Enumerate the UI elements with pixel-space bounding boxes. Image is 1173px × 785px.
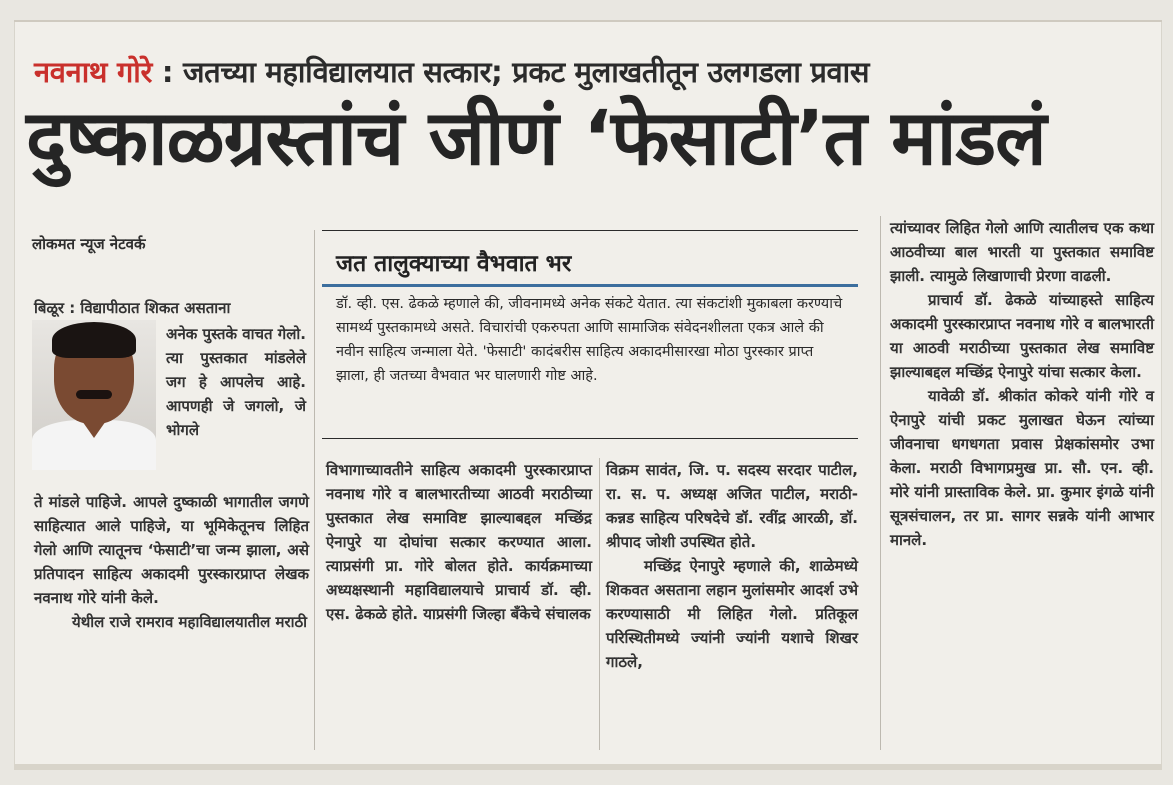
lead-paragraph: ते मांडले पाहिजे. आपले दुष्काळी भागातील जगणे साहित्यात आले पाहिजे, या भूमिकेतूनच लिहित गेलो आणि त्यातूनच ‘फेसाटी’चा जन्म झाला, असे प्रतिपादन साहित्य अकादमी पुरस्कारप्राप्त लेखक नवनाथ गोरे यांनी केले. bbox=[34, 493, 309, 607]
box-top-rule bbox=[322, 230, 858, 231]
article-paragraph: विक्रम सावंत, जि. प. सदस्य सरदार पाटील, रा. स. प. अध्यक्ष अजित पाटील, मराठी-कन्नड साहित्य परिषदेचे डॉ. रवींद्र आरळी, डॉ. श्रीपाद जोशी उपस्थित होते. bbox=[606, 461, 858, 551]
newspaper-clipping bbox=[14, 20, 1162, 770]
lead-column bbox=[34, 490, 309, 634]
top-rule bbox=[14, 20, 1162, 22]
article-column-3 bbox=[606, 458, 858, 674]
box-bottom-rule bbox=[322, 438, 858, 439]
column-divider bbox=[880, 216, 881, 750]
author-photo bbox=[32, 320, 156, 470]
article-paragraph: त्यांच्यावर लिहित गेलो आणि त्यातीलच एक कथा आठवीच्या बाल भारती या पुस्तकात समाविष्ट झाली. त्यामुळे लिखाणाची प्रेरणा वाढली. bbox=[890, 219, 1154, 285]
article-paragraph: यावेळी डॉ. श्रीकांत कोकरे यांनी गोरे व ऐनापुरे यांची प्रकट मुलाखत घेऊन त्यांच्या जीवनाचा धगधगता प्रवास प्रेक्षकांसमोर उभा केला. मराठी विभागप्रमुख प्रा. सौ. एन. व्ही. मोरे यांनी प्रास्ताविक केले. प्रा. कुमार इंगळे यांनी सूत्रसंचालन, तर प्रा. सागर सन्नके यांनी आभार मानले. bbox=[890, 387, 1154, 549]
kicker-text: जतच्या महाविद्यालयात सत्कार; प्रकट मुलाखतीतून उलगडला प्रवास bbox=[182, 55, 870, 89]
column-divider bbox=[314, 230, 315, 750]
kicker-line bbox=[34, 52, 869, 91]
column-divider bbox=[599, 458, 600, 750]
article-column-4 bbox=[890, 216, 1154, 552]
article-paragraph: मच्छिंद्र ऐनापुरे म्हणाले की, शाळेमध्ये शिकवत असताना लहान मुलांसमोर आदर्श उभे करण्यासाठी मी लिहित गेलो. प्रतिकूल परिस्थितीमध्ये ज्यांनी ज्यांनी यशाचे शिखर गाठले, bbox=[606, 557, 858, 671]
article-paragraph: विभागाच्यावतीने साहित्य अकादमी पुरस्कारप्राप्त नवनाथ गोरे व बालभारतीच्या आठवी मराठीच्या पुस्तकात लेख समाविष्ट झाल्याबद्दल मच्छिंद्र ऐनापुरे या दोघांचा सत्कार करण्यात आला. त्याप्रसंगी प्रा. गोरे बोलत होते. कार्यक्रमाच्या अध्यक्षस्थानी महाविद्यालयाचे प्राचार्य डॉ. व्ही. एस. ढेकळे होते. याप्रसंगी जिल्हा बँकेचे संचालक bbox=[326, 461, 592, 623]
lead-wrap-text: अनेक पुस्तके वाचत गेलो. त्या पुस्तकात मांडलेले जग हे आपलेच आहे. आपणही जे जगलो, जे भोगले bbox=[166, 325, 306, 439]
article-column-2 bbox=[326, 458, 592, 626]
kicker-separator: : bbox=[152, 55, 183, 89]
headline: दुष्काळग्रस्तांचं जीणं ‘फेसाटी’त मांडलं bbox=[26, 93, 1046, 182]
byline: लोकमत न्यूज नेटवर्क bbox=[32, 235, 146, 253]
lead-paragraph: येथील राजे रामराव महाविद्यालयातील मराठी bbox=[72, 613, 308, 631]
bottom-edge bbox=[14, 764, 1162, 770]
box-subheading: जत तालुक्याच्या वैभवात भर bbox=[336, 251, 572, 277]
kicker-name: नवनाथ गोरे bbox=[34, 55, 153, 89]
box-paragraph: डॉ. व्ही. एस. ढेकळे म्हणाले की, जीवनामध्ये अनेक संकटे येतात. त्या संकटांशी मुकाबला करण्याचे सामर्थ्य पुस्तकामध्ये असते. विचारांची एकरुपता आणि सामाजिक संवेदनशीलता एकत्र आले की नवीन साहित्य जन्माला येते. 'फेसाटी' कादंबरीस साहित्य अकादमीसारखा मोठा पुरस्कार प्राप्त झाला, ही जतच्या वैभवात भर घालणारी गोष्ट आहे. bbox=[336, 296, 843, 384]
box-subheading-underline bbox=[322, 284, 858, 287]
lead-first-line: बिळूर : विद्यापीठात शिकत असताना bbox=[34, 299, 231, 317]
box-text bbox=[336, 292, 850, 388]
article-paragraph: प्राचार्य डॉ. ढेकळे यांच्याहस्ते साहित्य अकादमी पुरस्कारप्राप्त नवनाथ गोरे व बालभारती या आठवी मराठीच्या पुस्तकात लेख समाविष्ट झाल्याबद्दल मच्छिंद्र ऐनापुरे यांचा सत्कार केला. bbox=[890, 291, 1154, 381]
